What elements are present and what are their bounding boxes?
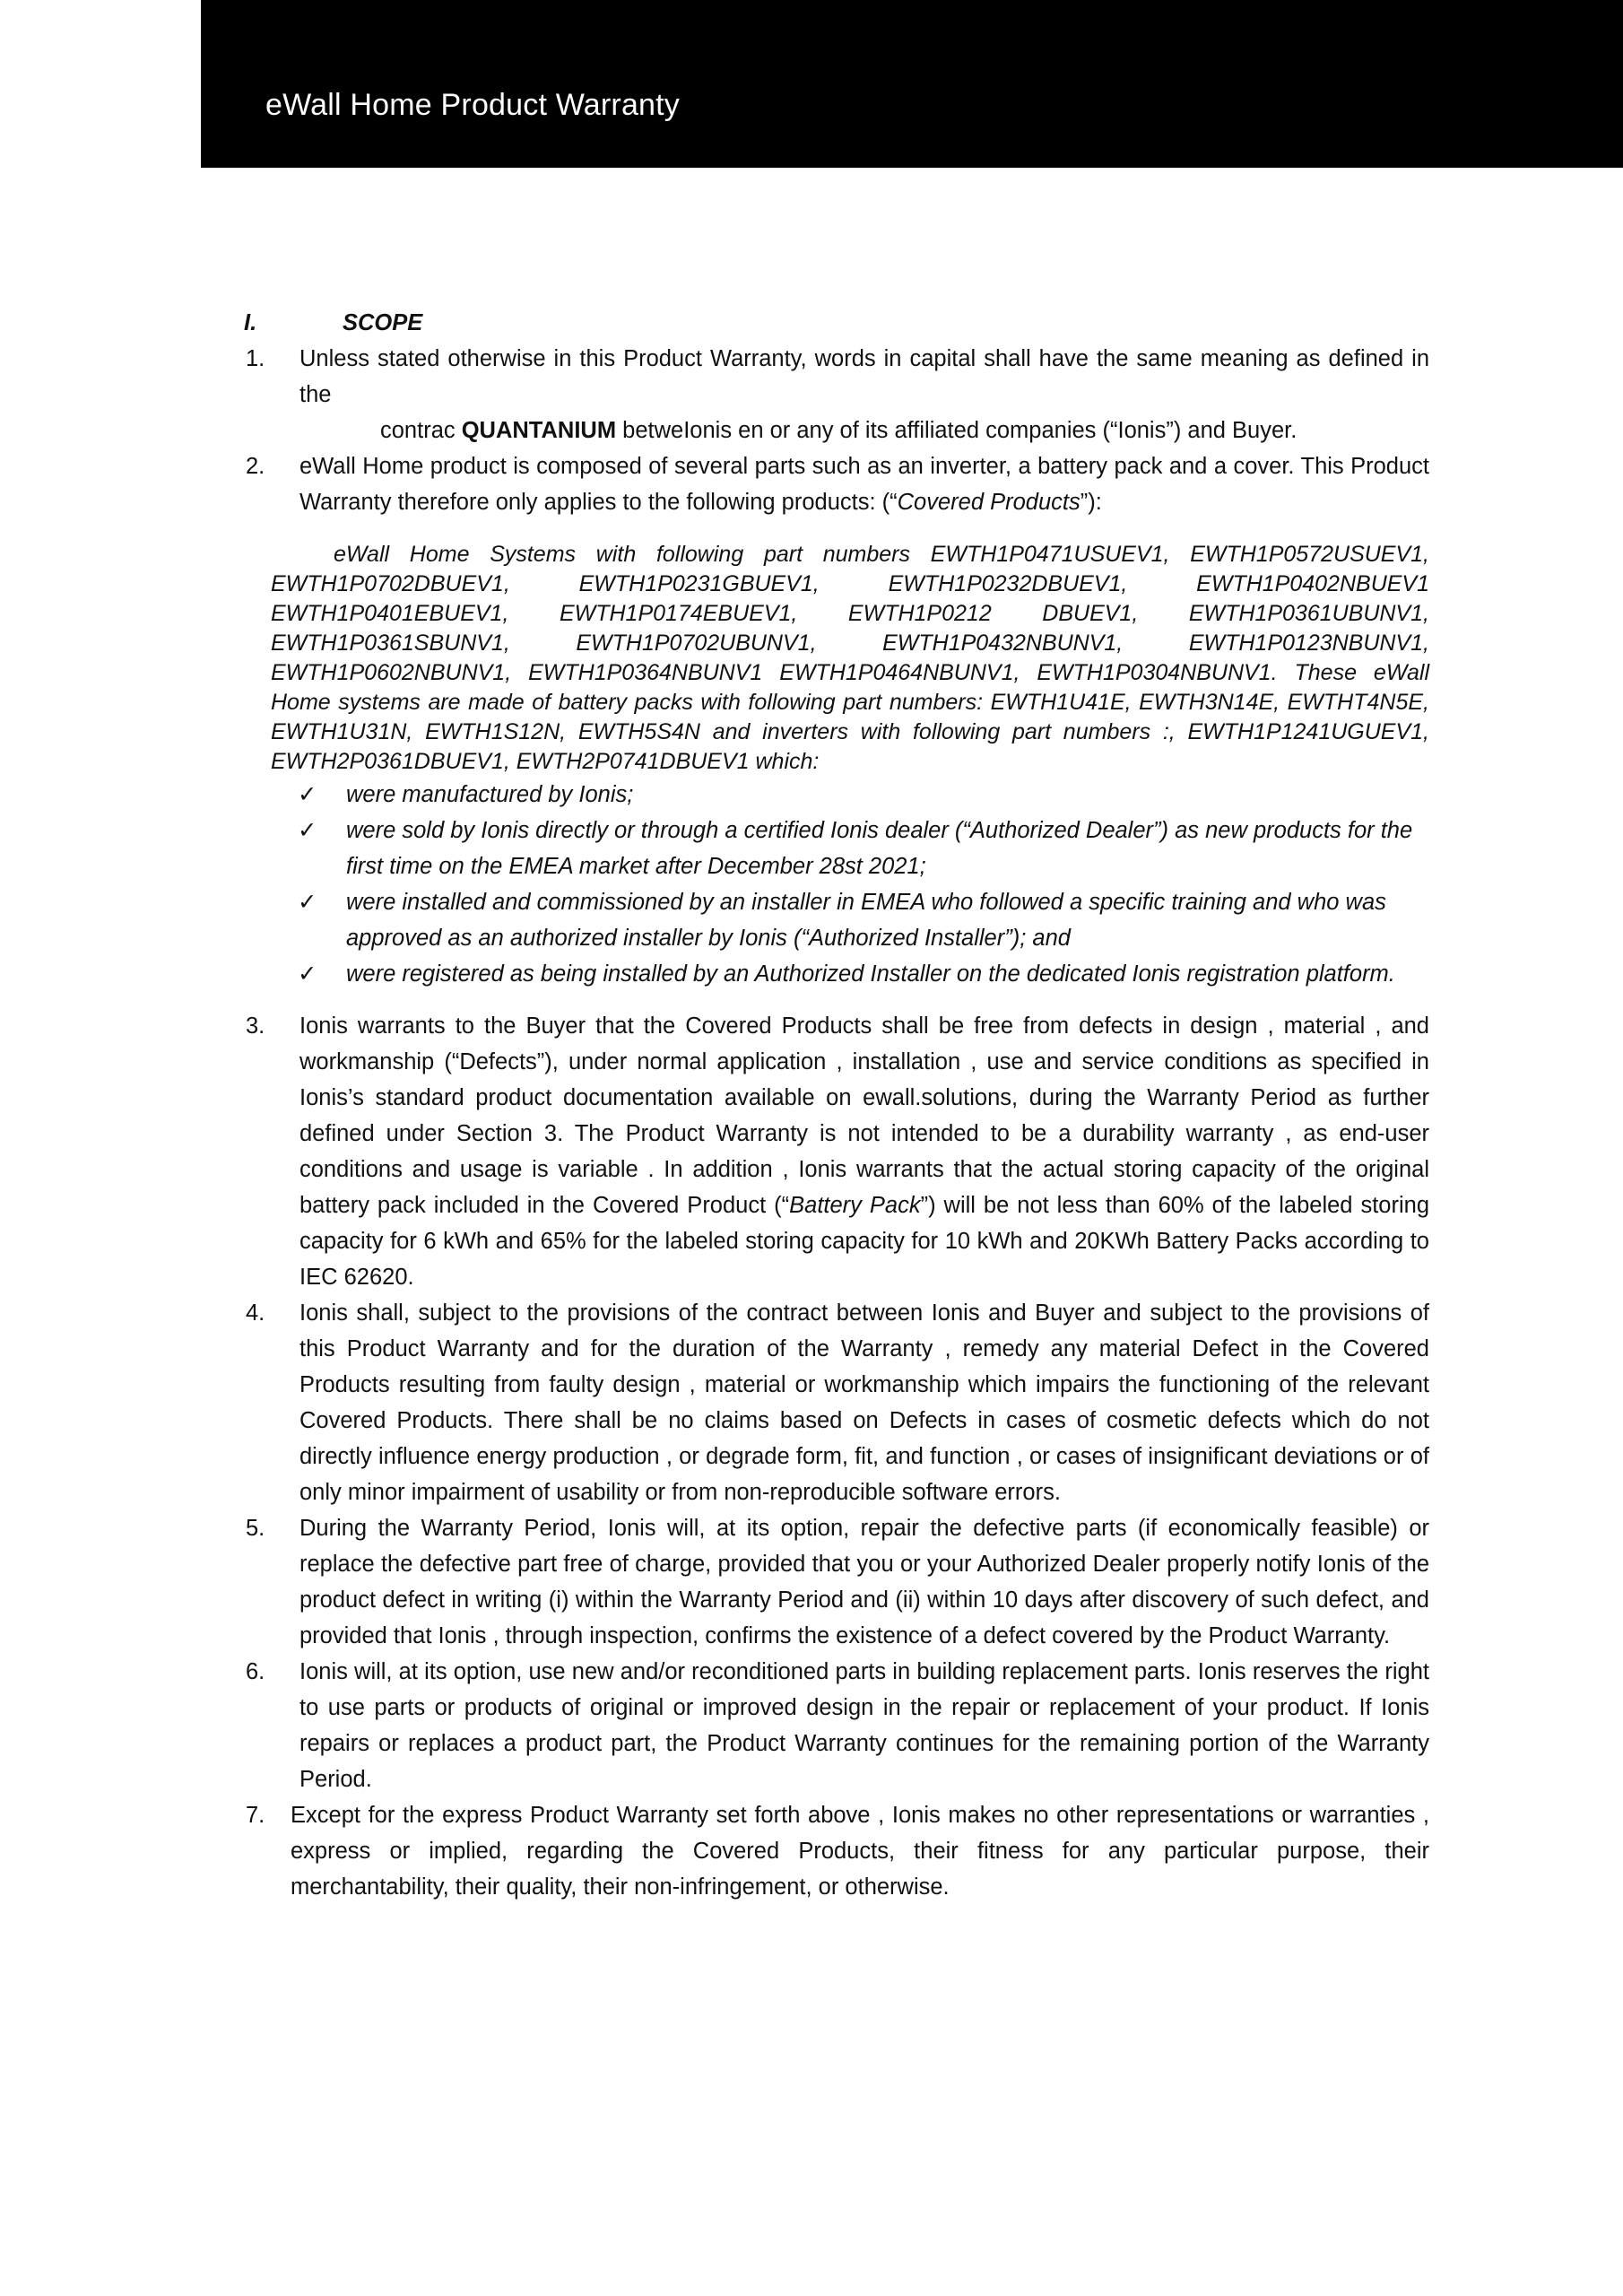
header-bar — [201, 0, 1623, 168]
clause-1-fragment: betweIonis en or any of its affiliated companies (“Ionis”) and Buyer. — [622, 418, 1298, 443]
checklist-item-text: were installed and commissioned by an installer in EMEA who followed a specific training and who was approved as an authorized installer by Ionis (“Authorized Installer”); and — [346, 890, 1386, 951]
clause-3 — [240, 1008, 1429, 1295]
clause-text: During the Warranty Period, Ionis will, at its option, repair the defective parts (if economically feasible) or replace the defective part free of charge, provided that you or your Authorized Dealer properly notify Ionis of the product defect in writing (i) within the Warranty Period and (ii) within 10 days after discovery of such defect, and provided that Ionis , through inspection, confirms the existence of a defect covered by the Product Warranty. — [299, 1516, 1429, 1648]
section-title: SCOPE — [343, 310, 423, 335]
clause-text — [299, 448, 1429, 520]
clause-1-line-2 — [299, 413, 1429, 448]
clause-5 — [240, 1510, 1429, 1654]
clause-text: Ionis will, at its option, use new and/or reconditioned parts in building replacement parts. Ionis reserves the right to use parts or products of original or improved design in the repair or replacement of your product. If Ionis repairs or replaces a product part, the Product Warranty continues for the remaining portion of the Warranty Period. — [299, 1659, 1429, 1792]
clause-6 — [240, 1654, 1429, 1797]
checklist-item — [294, 956, 1429, 992]
clause-1-fragment: contrac — [380, 418, 456, 443]
clause-number: 3. — [246, 1013, 265, 1039]
clause-text — [299, 341, 1429, 448]
checkmark-icon: ✓ — [298, 818, 317, 843]
section-number: I. — [244, 310, 257, 335]
clause-3-text: ”) will be not less than 60% of the labeled storing capacity for 6 kWh and 65% for the labeled storing capacity for 10 kWh and 20KWh Battery Packs according to IEC 62620. — [299, 1193, 1430, 1290]
clause-1-line-1: Unless stated otherwise in this Product Warranty, words in capital shall have the same meaning as defined in the — [299, 346, 1429, 407]
clause-4 — [240, 1295, 1429, 1510]
defined-term: Covered Products — [897, 490, 1081, 515]
document-title: eWall Home Product Warranty — [265, 88, 681, 122]
clause-text: Except for the express Product Warranty set forth above , Ionis makes no other representations or warranties , express or implied, regarding the Covered Products, their fitness for any particular purpose, their merchantability, their quality, their non-infringement, or otherwise. — [291, 1803, 1429, 1900]
clause-2-text: eWall Home product is composed of several parts such as an inverter, a battery pack and a cover. This Product Warranty therefore only applies to the following products: (“ — [299, 454, 1429, 515]
clause-2 — [240, 448, 1429, 520]
clause-7 — [240, 1797, 1429, 1905]
checklist-item-text: were registered as being installed by an Authorized Installer on the dedicated Ionis registration platform. — [346, 961, 1395, 987]
clause-2-text: ”): — [1080, 490, 1102, 515]
clause-text: Ionis shall, subject to the provisions of the contract between Ionis and Buyer and subject to the provisions of this Product Warranty and for the duration of the Warranty , remedy any material Defect in the Covered Products resulting from faulty design , material or workmanship which impairs the functioning of the relevant Covered Products. There shall be no claims based on Defects in cases of cosmetic defects which do not directly influence energy production , or degrade form, fit, and function , or cases of insignificant deviations or of only minor impairment of usability or from non-reproducible software errors. — [299, 1300, 1429, 1505]
part-numbers-paragraph — [271, 540, 1429, 777]
checklist-item — [294, 884, 1429, 956]
defined-term: Battery Pack — [789, 1193, 921, 1218]
checklist-item — [294, 777, 1429, 813]
checkmark-icon: ✓ — [298, 782, 317, 807]
document-body — [240, 305, 1429, 1905]
clause-number: 1. — [246, 346, 265, 371]
clause-text — [299, 1008, 1429, 1295]
clause-number: 6. — [246, 1659, 265, 1684]
contract-party-name: QUANTANIUM — [461, 418, 617, 443]
eligibility-checklist — [294, 777, 1429, 992]
spacer — [240, 992, 1429, 1008]
section-heading — [240, 305, 1429, 341]
checkmark-icon: ✓ — [298, 890, 317, 915]
part-numbers-text: eWall Home Systems with following part numbers EWTH1P0471USUEV1, EWTH1P0572USUEV1, EWTH1P0702DBUEV1, EWTH1P0231GBUEV1, EWTH1P0232DBUEV1, EWTH1P0402NBUEV1 EWTH1P0401EBUEV1, EWTH1P0174EBUEV1, EWTH1P0212 DBUEV1, EWTH1P0361UBUNV1, EWTH1P0361SBUNV1, EWTH1P0702UBUNV1, EWTH1P0432NBUNV1, EWTH1P0123NBUNV1, EWTH1P0602NBUNV1, EWTH1P0364NBUNV1 EWTH1P0464NBUNV1, EWTH1P0304NBUNV1. These eWall Home systems are made of battery packs with following part numbers: EWTH1U41E, EWTH3N14E, EWTHT4N5E, EWTH1U31N, EWTH1S12N, EWTH5S4N and inverters with following part numbers :, EWTH1P1241UGUEV1, EWTH2P0361DBUEV1, EWTH2P0741DBUEV1 which: — [271, 542, 1429, 774]
checkmark-icon: ✓ — [298, 961, 317, 987]
clause-3-text: Ionis warrants to the Buyer that the Covered Products shall be free from defects in design , material , and workmanship (“Defects”), under normal application , installation , use and service conditions as specified in Ionis’s standard product documentation available on ewall.solutions, during the Warranty Period as further defined under Section 3. The Product Warranty is not intended to be a durability warranty , as end-user conditions and usage is variable . In addition , Ionis warrants that the actual storing capacity of the original battery pack included in the Covered Product (“ — [299, 1013, 1429, 1218]
clause-number: 5. — [246, 1516, 265, 1541]
clause-number: 7. — [246, 1803, 265, 1828]
clause-number: 4. — [246, 1300, 265, 1326]
checklist-item-text: were manufactured by Ionis; — [346, 782, 634, 807]
checklist-item-text: were sold by Ionis directly or through a certified Ionis dealer (“Authorized Dealer”) as new products for the first time on the EMEA market after December 28st 2021; — [346, 818, 1413, 879]
checklist-item — [294, 813, 1429, 884]
clause-1 — [240, 341, 1429, 448]
clause-number: 2. — [246, 454, 265, 479]
